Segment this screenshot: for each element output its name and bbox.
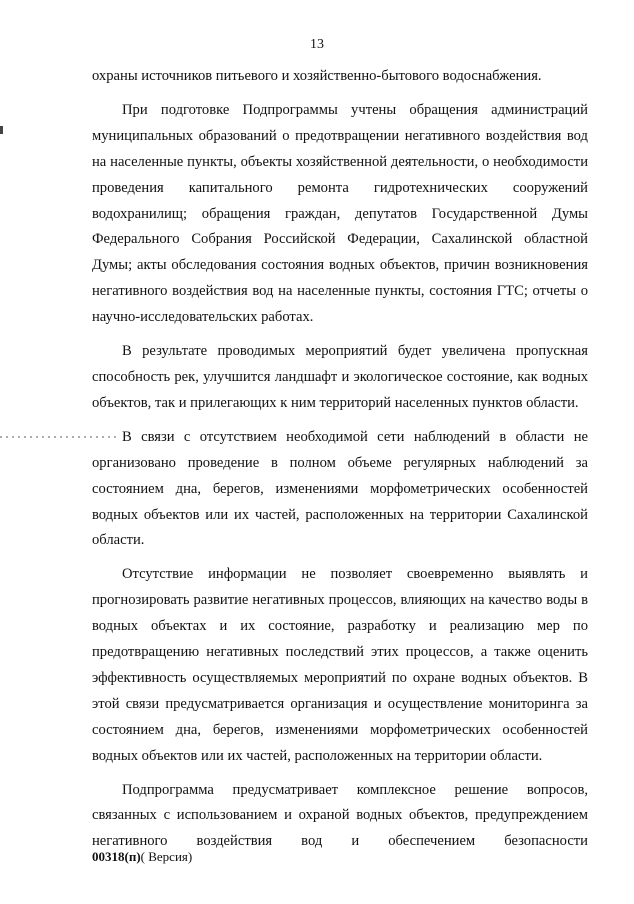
scan-margin-mark xyxy=(0,126,3,134)
document-body xyxy=(92,64,588,855)
paragraph-observations: В связи с отсутствием необходимой сети наблюдений в области не организовано проведение в полном объеме регулярных наблюдений за состоянием дна, берегов, изменениями морфометрических особенностей водных объектов или их частей, расположенных на территории Сахалинской области. xyxy=(92,428,588,549)
document-code-version: ( Версия) xyxy=(140,849,193,864)
paragraph-results: В результате проводимых мероприятий будет увеличена пропускная способность рек, улучшится ландшафт и экологическое состояние, как водных объектов, так и прилегающих к ним территорий населенных пунктов области. xyxy=(92,343,588,411)
paragraph-appeals: При подготовке Подпрограммы учтены обращения администраций муниципальных образований о предотвращении негативного воздействия вод на населенные пункты, объекты хозяйственной деятельности, о необходимости проведения капитального ремонта гидротехнических сооружений водохранилищ; обращения граждан, депутатов Государственной Думы Федерального Собрания Российской Федерации, Сахалинской областной Думы; акты обследования состояния водных объектов, причин возникновения негативного воздействия вод на населенные пункты, состояния ГТС; отчеты о научно-исследовательских работах. xyxy=(92,101,588,326)
paragraph-information: Отсутствие информации не позволяет своевременно выявлять и прогнозировать развитие негативных процессов, влияющих на качество воды в водных объектах и их состояние, разработку и реализацию мер по предотвращению негативных последствий этих процессов, а также оценить эффективность осуществляемых мероприятий по охране водных объектов. В этой связи предусматривается организация и осуществление мониторинга за состоянием дна, берегов, изменениями морфометрических особенностей водных объектов или их частей, расположенных на территории области. xyxy=(92,566,588,764)
document-code xyxy=(92,848,192,866)
page-number: 13 xyxy=(310,37,324,52)
paragraph-subprogram: Подпрограмма предусматривает комплексное решение вопросов, связанных с использованием и охраной водных объектов, предупреждением негативного воздействия вод и обеспечением безопасности xyxy=(92,781,588,850)
paragraph-continuation: охраны источников питьевого и хозяйственно-бытового водоснабжения. xyxy=(92,68,542,84)
document-code-number: 00318(п) xyxy=(92,849,141,864)
